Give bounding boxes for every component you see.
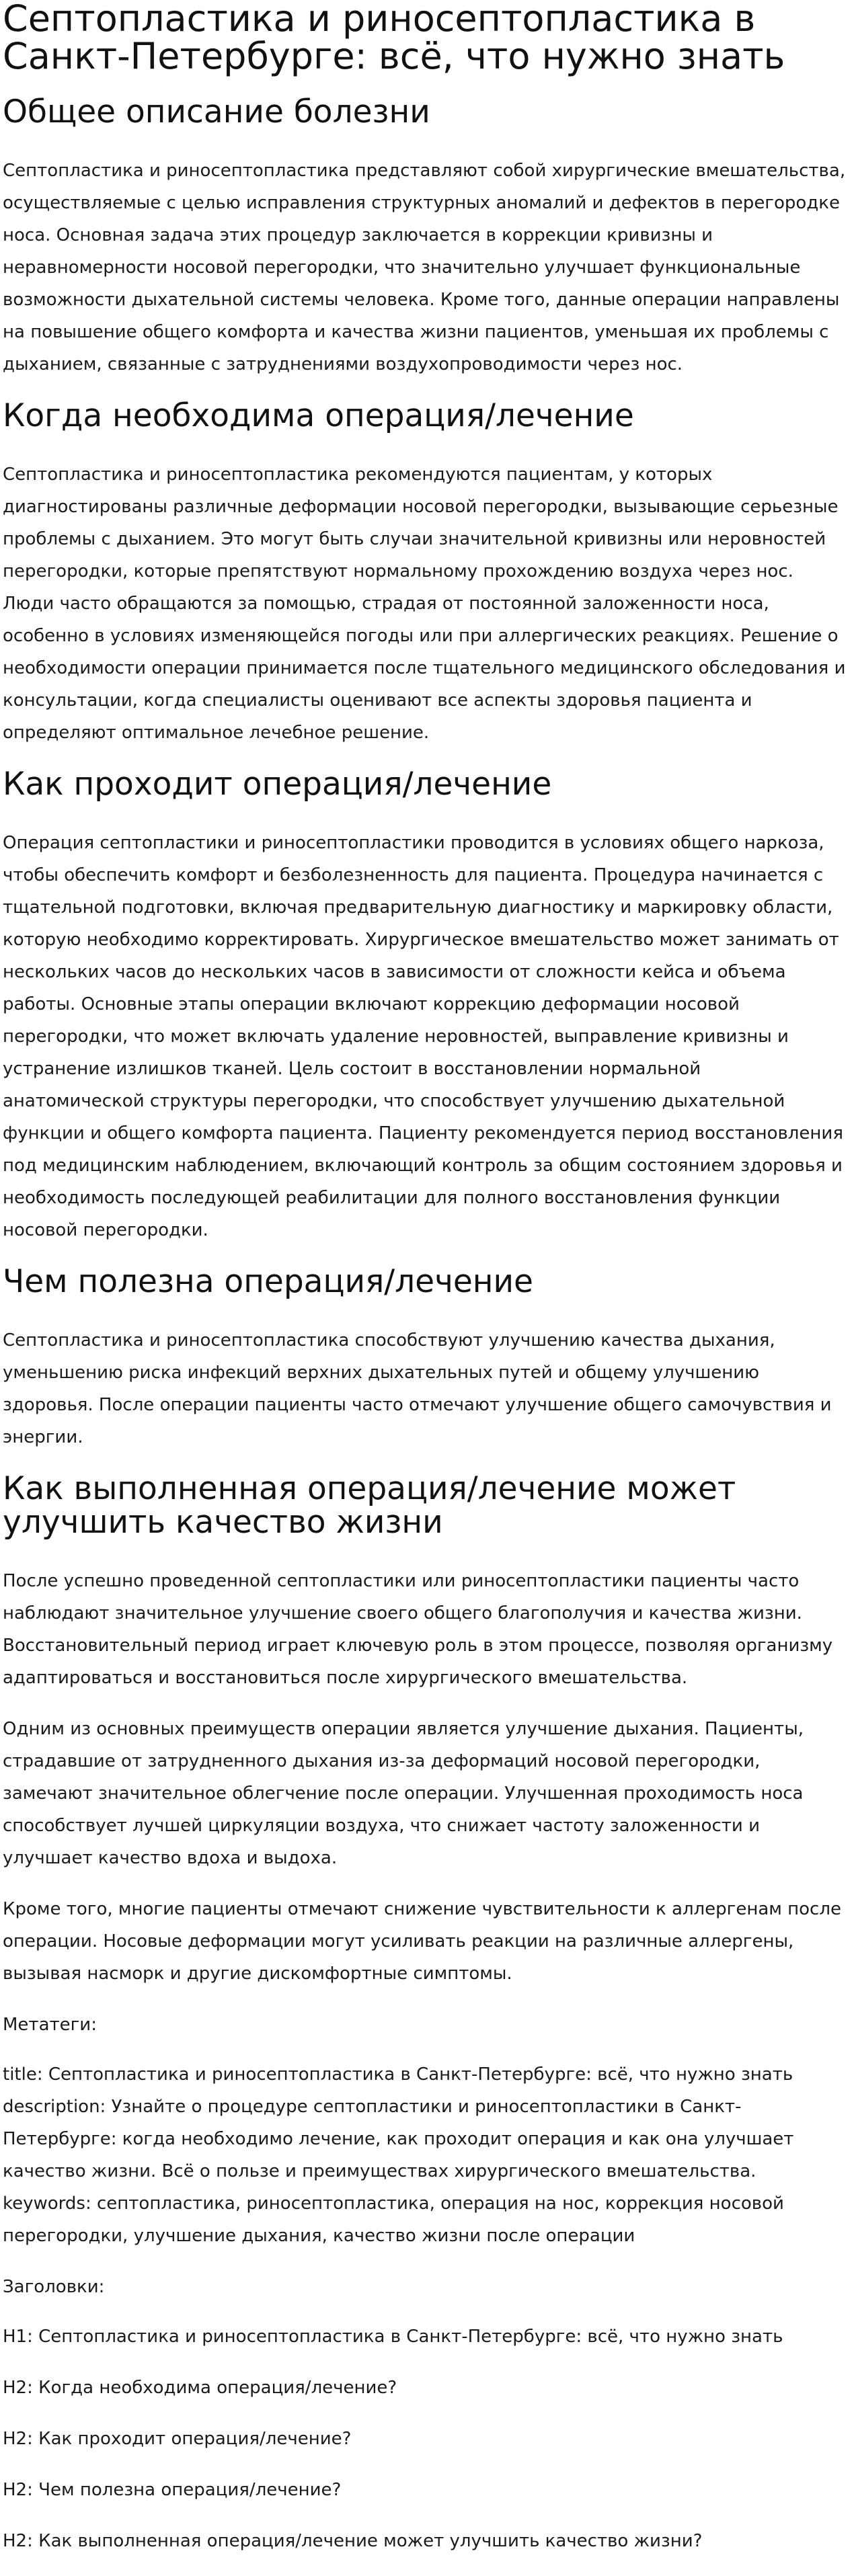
- section-paragraph: Операция септопластики и риносептопластики проводится в условиях общего наркоза, чтобы обеспечить комфорт и безболезненность для пациента. Процедура начинается с тщательной подготовки, включая предварительную диагностику и маркировку области, которую необходимо корректировать. Хирургическое вмешательство может занимать от нескольких часов до нескольких часов в зависимости от сложности кейса и объема работы. Основные этапы операции включают коррекцию деформации носовой перегородки, что может включать удаление неровностей, выправление кривизны и устранение излишков тканей. Цель состоит в восстановлении нормальной анатомической структуры перегородки, что способствует улучшению дыхательной функции и общего комфорта пациента. Пациенту рекомендуется период восстановления под медицинским наблюдением, включающий контроль за общим состоянием здоровья и необходимость последующей реабилитации для полного восстановления функции носовой перегородки.: [3, 833, 843, 1240]
- section-quality-of-life: [3, 1472, 846, 1990]
- section-when-needed: [3, 399, 846, 749]
- heading-line: H2: Как проходит операция/лечение?: [3, 2429, 352, 2449]
- section-heading: Чем полезна операция/лечение: [3, 1263, 533, 1300]
- section-benefits: [3, 1265, 846, 1453]
- section-heading: Как проходит операция/лечение: [3, 766, 552, 803]
- section-paragraph: Кроме того, многие пациенты отмечают снижение чувствительности к аллергенам после операции. Носовые деформации могут усиливать реакции на различные аллергены, вызывая насморк и другие дискомфортные симптомы.: [3, 1899, 841, 1984]
- heading-line: H1: Септопластика и риносептопластика в Санкт-Петербурге: всё, что нужно знать: [3, 2327, 783, 2347]
- heading-line: H2: Когда необходима операция/лечение?: [3, 2378, 397, 2398]
- heading-line: H2: Чем полезна операция/лечение?: [3, 2480, 342, 2500]
- section-paragraph: Септопластика и риносептопластика рекомендуются пациентам, у которых диагностированы различные деформации носовой перегородки, вызывающие серьезные проблемы с дыханием. Это могут быть случаи значительной кривизны или неровностей перегородки, которые препятствуют нормальному прохождению воздуха через нос. Люди часто обращаются за помощью, страдая от постоянной заложенности носа, особенно в условиях изменяющейся погоды или при аллергических реакциях. Решение о необходимости операции принимается после тщательного медицинского обследования и консультации, когда специалисты оценивают все аспекты здоровья пациента и определяют оптимальное лечебное решение.: [3, 465, 846, 743]
- section-paragraph: После успешно проведенной септопластики или риносептопластики пациенты часто наблюдают значительное улучшение своего общего благополучия и качества жизни. Восстановительный период играет ключевую роль в этом процессе, позволяя организму адаптироваться и восстановиться после хирургического вмешательства.: [3, 1571, 833, 1688]
- section-description: [3, 95, 846, 380]
- section-paragraph: Септопластика и риносептопластика способствуют улучшению качества дыхания, уменьшению риска инфекций верхних дыхательных путей и общему улучшению здоровья. После операции пациенты часто отмечают улучшение общего самочувствия и энергии.: [3, 1330, 832, 1447]
- section-heading: Как выполненная операция/лечение может улучшить качество жизни: [3, 1470, 736, 1541]
- headings-label: Заголовки:: [3, 2277, 105, 2297]
- section-paragraph: Септопластика и риносептопластика представляют собой хирургические вмешательства, осуществляемые с целью исправления структурных аномалий и дефектов в перегородке носа. Основная задача этих процедур заключается в коррекции кривизны и неравномерности носовой перегородки, что значительно улучшает функциональные возможности дыхательной системы человека. Кроме того, данные операции направлены на повышение общего комфорта и качества жизни пациентов, уменьшая их проблемы с дыханием, связанные с затруднениями воздухопроводимости через нос.: [3, 161, 846, 374]
- meta-label: Метатеги:: [3, 2015, 97, 2035]
- section-paragraph: Одним из основных преимуществ операции является улучшение дыхания. Пациенты, страдавшие от затрудненного дыхания из-за деформаций носовой перегородки, замечают значительное облегчение после операции. Улучшенная проходимость носа способствует лучшей циркуляции воздуха, что снижает частоту заложенности и улучшает качество вдоха и выдоха.: [3, 1719, 804, 1868]
- section-procedure: [3, 768, 846, 1246]
- heading-line: H2: Как выполненная операция/лечение может улучшить качество жизни?: [3, 2531, 703, 2551]
- meta-text: title: Септопластика и риносептопластика в Санкт-Петербурге: всё, что нужно знать description: Узнайте о процедуре септопластики и риносептопластики в Санкт-Петербурге: когда необходимо лечение, как проходит операция и как она улучшает качество жизни. Всё о пользе и преимуществах хирургического вмешательства. keywords: септопластика, риносептопластика, операция на нос, коррекция носовой перегородки, улучшение дыхания, качество жизни после операции: [3, 2064, 794, 2246]
- page-title: Септопластика и риносептопластика в Санкт-Петербурге: всё, что нужно знать: [3, 0, 785, 77]
- section-heading: Когда необходима операция/лечение: [3, 397, 634, 434]
- section-heading: Общее описание болезни: [3, 93, 430, 130]
